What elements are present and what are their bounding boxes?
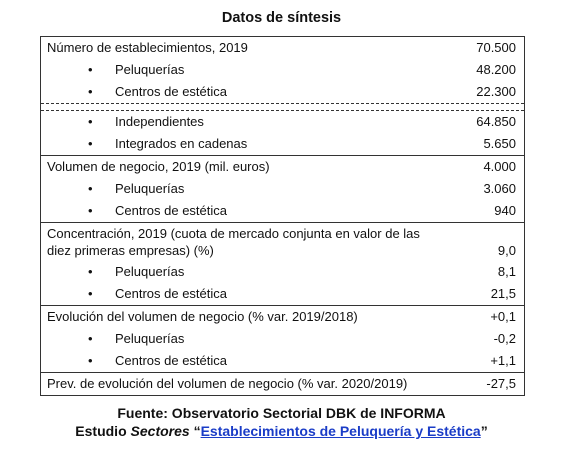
- row-label: Prev. de evolución del volumen de negocio (% var. 2020/2019): [47, 376, 408, 391]
- table-row: [41, 261, 524, 283]
- table-row: [41, 328, 524, 350]
- bullet-icon: •: [88, 331, 93, 346]
- table-row: [41, 306, 524, 328]
- table-group-establishments: [41, 37, 524, 103]
- table-row: [41, 37, 524, 59]
- page-title: Datos de síntesis: [221, 10, 342, 26]
- quote-close: ”: [480, 423, 488, 439]
- row-label: Peluquerías: [115, 181, 185, 196]
- table-row: [41, 59, 524, 81]
- row-value: 3.060: [483, 181, 516, 196]
- row-label: Centros de estética: [115, 203, 228, 218]
- row-value: 48.200: [476, 62, 516, 77]
- row-label: Centros de estética: [115, 286, 228, 301]
- table-row: [41, 200, 524, 222]
- table-group-business-volume: [41, 156, 524, 223]
- table-group-ownership: [41, 111, 524, 156]
- row-value: +0,1: [490, 309, 516, 324]
- row-value: -27,5: [486, 376, 516, 391]
- row-label: Evolución del volumen de negocio (% var. 2019/2018): [47, 309, 358, 324]
- table-row: [41, 156, 524, 178]
- row-label: Centros de estética: [115, 84, 228, 99]
- study-reference: [0, 423, 563, 439]
- row-value: -0,2: [493, 331, 516, 346]
- row-label: Independientes: [115, 114, 204, 129]
- row-value: 8,1: [497, 264, 516, 279]
- row-label: Peluquerías: [115, 62, 185, 77]
- row-label: Número de establecimientos, 2019: [47, 40, 248, 55]
- study-series-name: Sectores: [130, 423, 190, 439]
- table-group-evolution: [41, 306, 524, 373]
- table-row: [41, 81, 524, 103]
- row-value: 21,5: [490, 286, 516, 301]
- row-label: Peluquerías: [115, 264, 185, 279]
- table-row: [41, 283, 524, 305]
- table-row: [41, 373, 524, 395]
- bullet-icon: •: [88, 62, 93, 77]
- table-group-concentration: [41, 223, 524, 306]
- table-row: [41, 178, 524, 200]
- row-value: 9,0: [497, 243, 516, 258]
- bullet-icon: •: [88, 181, 93, 196]
- row-label: Peluquerías: [115, 331, 185, 346]
- row-label: Concentración, 2019 (cuota de mercado conjunta en valor de las diez primeras empresas) (%): [47, 226, 420, 258]
- bullet-icon: •: [88, 203, 93, 218]
- row-value: 64.850: [476, 114, 516, 129]
- dashed-divider: [41, 103, 524, 111]
- table-row: [41, 133, 524, 155]
- row-value: +1,1: [490, 353, 516, 368]
- quote-open: “: [189, 423, 201, 439]
- study-prefix: Estudio: [75, 423, 131, 439]
- row-label: Integrados en cadenas: [115, 136, 248, 151]
- bullet-icon: •: [88, 264, 93, 279]
- row-value: 940: [494, 203, 516, 218]
- study-link[interactable]: Establecimientos de Peluquería y Estética: [200, 423, 481, 439]
- table-group-forecast: [41, 373, 524, 395]
- bullet-icon: •: [88, 353, 93, 368]
- bullet-icon: •: [88, 84, 93, 99]
- row-value: 5.650: [483, 136, 516, 151]
- table-row: [41, 111, 524, 133]
- summary-table: [40, 36, 525, 396]
- bullet-icon: •: [88, 114, 93, 129]
- bullet-icon: •: [88, 286, 93, 301]
- row-value: 70.500: [476, 40, 516, 55]
- row-value: 22.300: [476, 84, 516, 99]
- row-label: Volumen de negocio, 2019 (mil. euros): [47, 159, 270, 174]
- table-row: [41, 350, 524, 372]
- source-note: Fuente: Observatorio Sectorial DBK de INFORMA: [117, 405, 446, 421]
- bullet-icon: •: [88, 136, 93, 151]
- table-row: [41, 223, 524, 261]
- row-label: Centros de estética: [115, 353, 228, 368]
- row-value: 4.000: [483, 159, 516, 174]
